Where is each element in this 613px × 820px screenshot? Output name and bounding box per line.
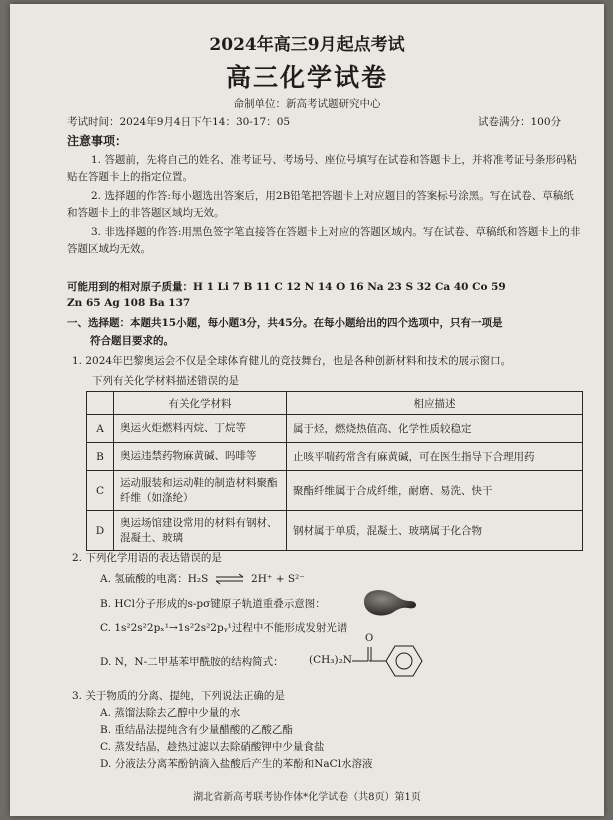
q3-option: A. 蒸馏法除去乙醇中少量的水 (100, 707, 241, 719)
q2-option-d: D. N，N-二甲基苯甲酰胺的结构简式： (100, 656, 284, 668)
table-row (87, 415, 583, 443)
carbonyl-oxygen-label: O (365, 633, 374, 644)
q2-option-a (100, 571, 305, 586)
row-desc: 止咳平喘药常含有麻黄碱，可在医生指导下合理用药 (287, 443, 583, 471)
table-header-desc: 相应描述 (287, 392, 583, 415)
row-label: C (87, 471, 114, 511)
table-header-blank (87, 392, 114, 415)
row-material: 奥运违禁药物麻黄碱、吗啡等 (114, 443, 287, 471)
q2-stem: 2. 下列化学用语的表达错误的是 (72, 552, 222, 564)
page-title: 高三化学试卷 (225, 63, 388, 92)
atomic-masses-line2: Zn 65 Ag 108 Ba 137 (67, 297, 191, 309)
row-desc: 属于烃，燃烧热值高、化学性质较稳定 (287, 415, 583, 443)
exam-name: 2024年高三9月起点考试 (209, 35, 405, 55)
note-item: 2. 选择题的作答:每小题选出答案后，用2B铅笔把答题卡上对应题目的答案标号涂黑。写在试卷、草稿纸和答题卡上的非答题区域均无效。 (67, 190, 574, 219)
row-material: 奥运场馆建设常用的材料有钢材、混凝土、玻璃 (114, 511, 287, 551)
q1-stem-cont: 下列有关化学材料描述错误的是 (92, 375, 239, 387)
q3-stem: 3. 关于物质的分离、提纯，下列说法正确的是 (72, 690, 285, 702)
q1-stem: 1. 2024年巴黎奥运会不仅是全球体育健儿的竞技舞台，也是各种创新材料和技术的展示窗口。 (72, 355, 512, 367)
q2-option-a-products: 2H⁺ + S²⁻ (251, 573, 305, 585)
row-desc: 钢材属于单质，混凝土、玻璃属于化合物 (287, 511, 583, 551)
amide-group-label: (CH₃)₂N (309, 654, 352, 666)
page-footer: 湖北省新高考联考协作体*化学试卷（共8页）第1页 (193, 792, 421, 803)
table-header-row (87, 392, 583, 415)
exam-time: 考试时间：2024年9月4日下午14：30-17：05 (67, 116, 291, 128)
section-heading-cont: 符合题目要求的。 (90, 335, 174, 347)
benzamide-structure-icon (350, 634, 430, 684)
exam-page (10, 4, 604, 816)
q3-option: B. 重结晶法提纯含有少量醋酸的乙酸乙酯 (100, 724, 293, 736)
q3-option: D. 分液法分离苯酚钠滴入盐酸后产生的苯酚和NaCl水溶液 (100, 758, 373, 770)
q1-table (86, 391, 583, 551)
q2-option-a-text: A. 氢硫酸的电离：H₂S (100, 573, 209, 585)
equilibrium-arrow-icon (215, 573, 245, 585)
compiler-line: 命制单位：新高考试题研究中心 (233, 98, 381, 110)
row-desc: 聚酯纤维属于合成纤维，耐磨、易洗、快干 (287, 471, 583, 511)
orbital-overlap-icon (360, 584, 420, 620)
table-row (87, 443, 583, 471)
notes-heading: 注意事项： (67, 134, 128, 148)
q2-option-c: C. 1s²2s²2pₓ¹→1s²2s²2pᵧ¹过程中不能形成发射光谱 (100, 622, 348, 634)
q3-option: C. 蒸发结晶，趁热过滤以去除硝酸钾中少量食盐 (100, 741, 325, 753)
row-label: B (87, 443, 114, 471)
table-header-material: 有关化学材料 (114, 392, 287, 415)
row-label: A (87, 415, 114, 443)
section-heading: 一、选择题：本题共15小题，每小题3分，共45分。在每小题给出的四个选项中，只有一项是 (67, 317, 503, 329)
atomic-masses-line1: 可能用到的相对原子质量：H 1 Li 7 B 11 C 12 N 14 O 16 Na 23 S 32 Ca 40 Co 59 (67, 281, 506, 293)
row-material: 运动服装和运动鞋的制造材料聚酯纤维（如涤纶） (114, 471, 287, 511)
row-material: 奥运火炬燃料丙烷、丁烷等 (114, 415, 287, 443)
full-score: 试卷满分：100分 (478, 116, 562, 128)
row-label: D (87, 511, 114, 551)
note-item: 3. 非选择题的作答:用黑色签字笔直接答在答题卡上对应的答题区域内。写在试卷、草稿纸和答题卡上的非答题区域均无效。 (67, 226, 581, 255)
table-row (87, 511, 583, 551)
table-row (87, 471, 583, 511)
q2-option-b: B. HCl分子形成的s-pσ键原子轨道重叠示意图： (100, 598, 326, 610)
note-item: 1. 答题前，先将自己的姓名、准考证号、考场号、座位号填写在试卷和答题卡上，并将准考证号条形码粘贴在答题卡上的指定位置。 (67, 154, 577, 183)
